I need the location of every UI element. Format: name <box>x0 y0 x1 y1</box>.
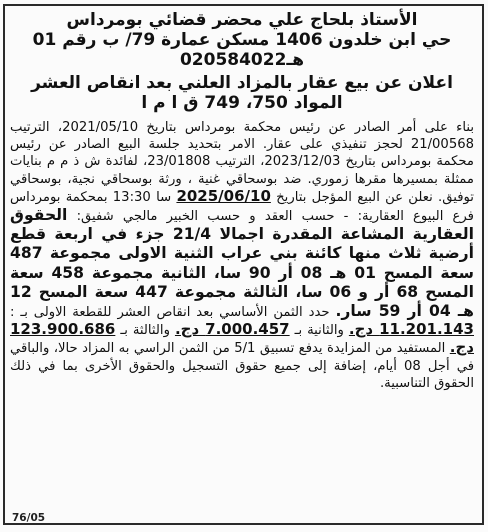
body-intro-continued: سا 13:30 بمحكمة بومرداس فرع البيوع العقارية: - حسب العقد و حسب الخبير مالجي شفيق: <box>10 189 474 225</box>
price-lot-1: 11.201.143 دج. <box>348 320 474 339</box>
bailiff-phone: هـ020584022 <box>179 50 305 70</box>
price-lot-3-label: والثالثة بـ <box>120 323 170 339</box>
ad-reference-code: 76/05 <box>12 512 46 524</box>
property-description: الحقوق العقارية المشاعة المقدرة اجمالا 21/4 جزء في اربعة قطع أرضية ثلاث منها كائنة بني عراب الثنية الاولى مجموعة 487 سعة المسح 01 هـ 08 أر 90 سا، الثانية مجموعة 458 سعة المسح 68 أر و 06 سا، الثالثة مجموعة 447 سعة المسح 12 هـ 04 أر 59 سار. <box>10 206 474 321</box>
price-lot-2-label: والثانية بـ <box>294 323 344 339</box>
payment-terms: المستفيد من المزايدة يدفع تسبيق 5/1 من الثمن الراسي به المزاد حالا، والباقي في أجل 08 أيام، إضافة إلى جميع حقوق التسجيل والحقوق الأخرى بما في ذلك الحقوق التناسبية. <box>10 341 475 391</box>
price-intro: حدد الثمن الأساسي بعد انقاص العشر للقطعة الاولى بـ : <box>10 305 330 321</box>
notice-articles: المواد 750، 749 ق ا م ا <box>141 93 343 113</box>
price-lot-3: 123.900.686 دج. <box>10 320 474 357</box>
notice-title: اعلان عن بيع عقار بالمزاد العلني بعد انقاص العشر <box>31 73 453 93</box>
sale-date: 2025/06/10 <box>176 186 271 205</box>
notice-content <box>10 10 474 392</box>
body-intro: بناء على أمر الصادر عن رئيس محكمة بومرداس بتاريخ 2021/05/10، الترتيب 21/00568 لحجز تنفيذي على عقار. الامر بتحديد جلسة البيع الصادر عن رئيس محكمة بومرداس بتاريخ 2023/12/03، الترتيب 23/01808، لفائدة ش ذ م م بنايات ممثلة بمسيرها مقرها زموري. ضد بوسحاقي غنية ، ورثة بوسحاقي نجية، بوسحاقي توفيق. نعلن عن البيع المؤجل بتاريخ <box>10 120 474 205</box>
notice-body <box>10 119 474 392</box>
price-lot-2: 7.000.457 دج. <box>174 320 290 339</box>
bailiff-name: الأستاذ بلحاج علي محضر قضائي بومرداس <box>66 10 418 30</box>
bailiff-address: حي ابن خلدون 1406 مسكن عمارة 79/ ب رقم 01 <box>32 30 452 50</box>
